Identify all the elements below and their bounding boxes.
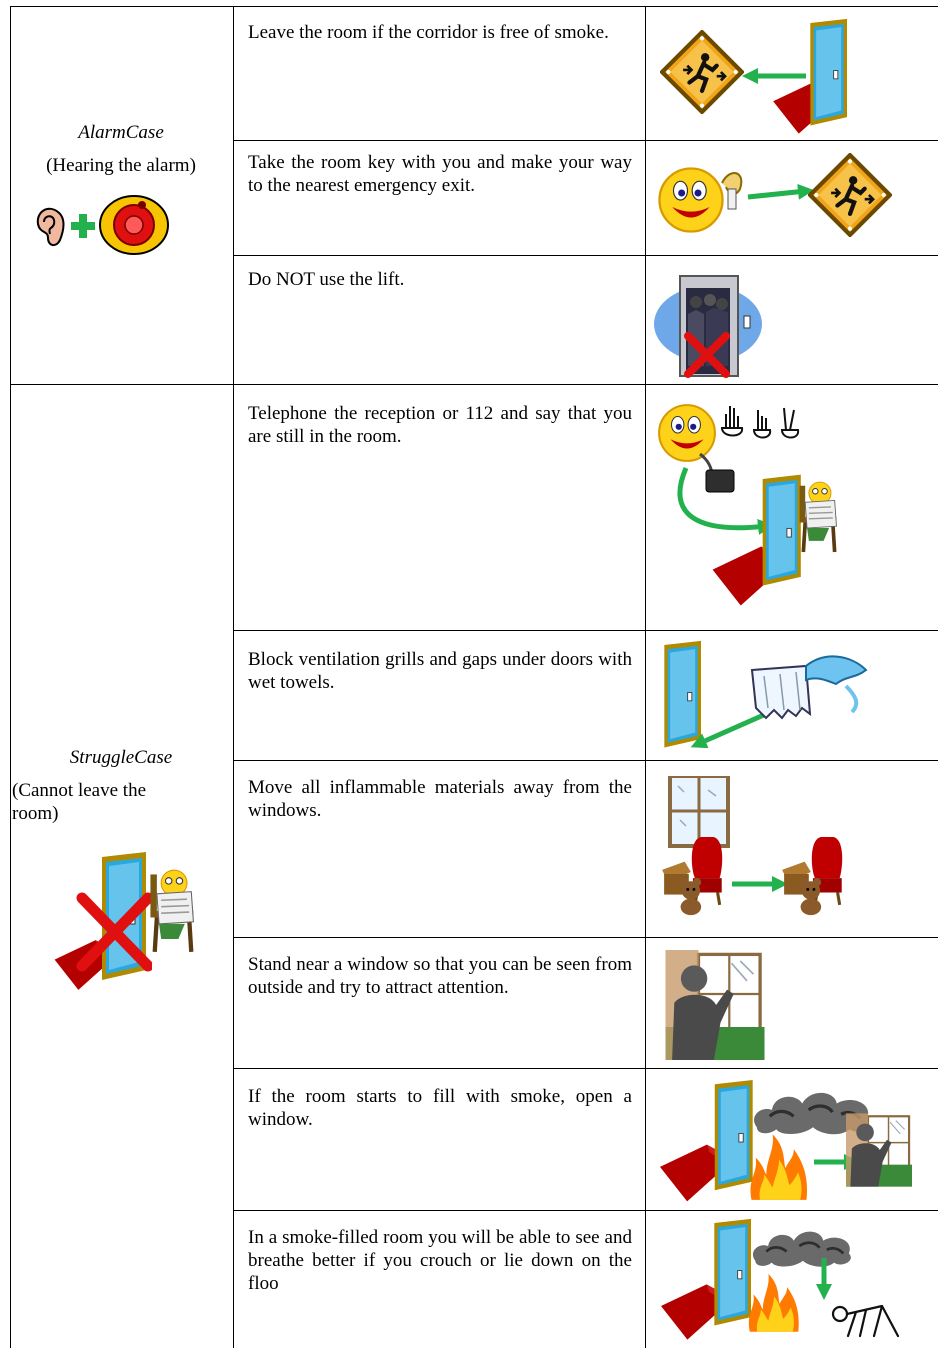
person-reading-newspaper-icon <box>146 868 200 954</box>
emergency-exit-sign-icon <box>662 32 742 112</box>
instruction-text: Take the room key with you and make your way to the nearest emergency exit. <box>248 152 632 196</box>
column-divider-2 <box>645 6 646 1348</box>
open-door-icon <box>810 19 847 126</box>
instruction-text: Stand near a window so that you can be seen from outside and try to attract attention. <box>248 954 632 998</box>
telephone-reception-illustration <box>656 394 856 628</box>
chair-and-teddy-icon <box>662 837 722 915</box>
open-door-icon <box>714 1219 751 1326</box>
man-at-window-icon <box>846 1113 912 1186</box>
green-arrow-icon <box>748 191 806 197</box>
wet-towels-illustration <box>656 640 876 752</box>
instruction-text: Block ventilation grills and gaps under doors with wet towels. <box>248 649 632 693</box>
alarm-case-title: AlarmCase <box>78 122 164 143</box>
row-divider <box>233 1068 938 1069</box>
blocked-door-icon <box>52 852 152 992</box>
table-left-border <box>10 6 11 1348</box>
struggle-case-cell <box>10 747 232 825</box>
row-divider <box>233 255 938 256</box>
hand-digits-icon <box>722 406 798 438</box>
row-divider <box>233 140 938 141</box>
man-at-window-icon <box>660 950 770 1060</box>
move-materials-illustration <box>660 776 870 920</box>
alarm-case-cell <box>10 122 232 177</box>
open-window-smoke-illustration <box>660 1080 916 1208</box>
struggle-case-subtitle: (Cannot leave the room) <box>12 780 147 824</box>
chair-and-teddy-icon <box>782 837 842 915</box>
instruction-text: Do NOT use the lift. <box>248 269 405 290</box>
crouch-down-illustration <box>660 1218 910 1344</box>
instruction-text: Leave the room if the corridor is free of smoke. <box>248 22 609 43</box>
open-door-icon <box>664 641 701 748</box>
instruction-text: Telephone the reception or 112 and say that you are still in the room. <box>248 403 632 447</box>
alarm-case-subtitle: (Hearing the alarm) <box>46 155 196 176</box>
leave-room-illustration <box>660 18 860 136</box>
section-divider <box>10 384 938 385</box>
crowded-lift-crossed-icon <box>652 266 764 378</box>
lying-person-icon <box>833 1306 898 1336</box>
ear-icon <box>34 204 66 248</box>
fire-alarm-bell-icon <box>98 194 170 256</box>
instruction-text: Move all inflammable materials away from the windows. <box>248 777 632 821</box>
green-arrow-icon <box>698 714 766 744</box>
window-icon <box>670 776 728 846</box>
take-key-illustration <box>656 153 896 249</box>
wet-towel-icon <box>752 656 866 718</box>
row-divider <box>233 760 938 761</box>
smoke-and-fire-icon <box>749 1232 851 1332</box>
table-top-border <box>10 6 938 7</box>
row-divider <box>233 630 938 631</box>
person-reading-newspaper-icon <box>800 482 837 552</box>
column-divider-1 <box>233 6 234 1348</box>
plus-icon <box>70 213 96 239</box>
row-divider <box>233 937 938 938</box>
row-divider <box>233 1210 938 1211</box>
instruction-text: If the room starts to fill with smoke, open a window. <box>248 1086 632 1130</box>
emergency-exit-sign-icon <box>810 155 890 235</box>
open-door-icon <box>715 1080 753 1190</box>
instruction-text: In a smoke-filled room you will be able to see and breathe better if you crouch or lie down on the floo <box>248 1227 632 1294</box>
smiley-phone-icon <box>659 405 734 492</box>
open-door-icon <box>763 475 801 586</box>
struggle-case-title: StruggleCase <box>69 747 173 768</box>
smiley-with-key-icon <box>660 169 742 232</box>
